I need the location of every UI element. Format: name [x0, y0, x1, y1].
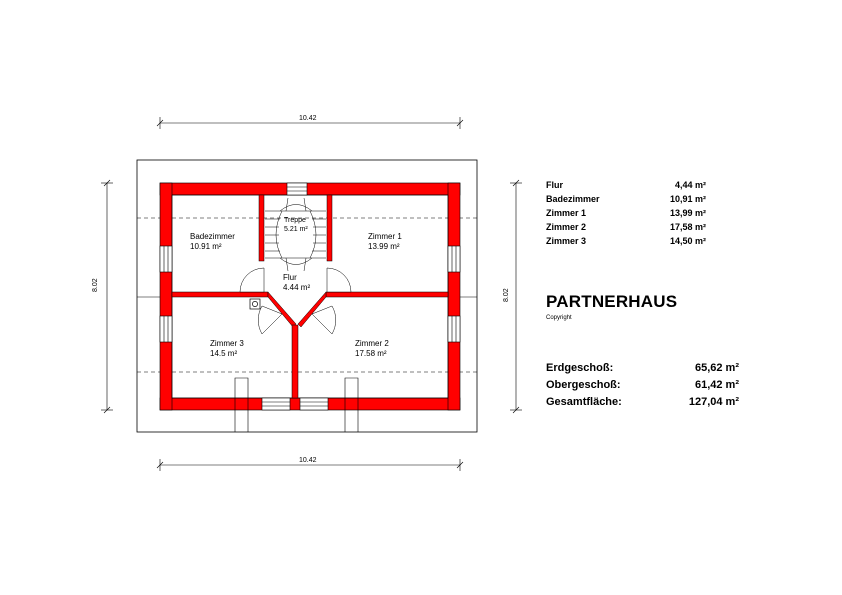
totals-table	[546, 360, 739, 411]
room-zimmer1-name: Zimmer 1	[368, 232, 402, 241]
area-row-value: 14,50 m²	[669, 236, 706, 246]
room-badezimmer-name: Badezimmer	[190, 232, 235, 241]
dimension-bottom: 10.42	[299, 457, 317, 464]
totals-row	[546, 377, 739, 394]
room-zimmer3-name: Zimmer 3	[210, 339, 244, 348]
room-treppe-area: 5.21 m²	[284, 226, 308, 233]
totals-row	[546, 360, 739, 377]
area-row	[546, 234, 706, 248]
dimension-left: 8.02	[92, 278, 99, 292]
staircase	[265, 198, 326, 271]
area-row-label: Flur	[546, 180, 563, 190]
room-badezimmer-area: 10.91 m²	[190, 242, 222, 251]
totals-row-label: Obergeschoß:	[546, 379, 621, 391]
totals-row-value: 127,04 m²	[688, 396, 739, 408]
area-row-label: Badezimmer	[546, 194, 600, 204]
room-zimmer1-area: 13.99 m²	[368, 242, 400, 251]
dimension-top: 10.42	[299, 115, 317, 122]
house-title: PARTNERHAUS	[546, 292, 678, 311]
room-zimmer3-area: 14.5 m²	[210, 349, 238, 358]
area-row	[546, 206, 706, 220]
totals-row-label: Gesamtfläche:	[546, 396, 622, 408]
area-row-label: Zimmer 1	[546, 208, 587, 218]
area-row-label: Zimmer 3	[546, 236, 587, 246]
area-row-value: 13,99 m²	[669, 208, 706, 218]
area-row	[546, 178, 706, 192]
room-area-table	[546, 178, 706, 248]
area-row-value: 17,58 m²	[669, 222, 706, 232]
totals-row	[546, 394, 739, 411]
area-row-value: 4,44 m²	[674, 180, 706, 190]
area-row	[546, 192, 706, 206]
area-row-label: Zimmer 2	[546, 222, 587, 232]
interior-walls	[172, 195, 448, 398]
area-row-value: 10,91 m²	[669, 194, 706, 204]
room-treppe-name: Treppe	[284, 217, 306, 224]
totals-row-value: 65,62 m²	[694, 362, 739, 374]
area-row	[546, 220, 706, 234]
room-flur-area: 4.44 m²	[283, 283, 311, 292]
dimension-right: 8.02	[503, 288, 510, 302]
room-zimmer2-name: Zimmer 2	[355, 339, 389, 348]
totals-row-label: Erdgeschoß:	[546, 362, 614, 374]
chimney	[250, 299, 260, 309]
copyright-note: Copyright	[546, 315, 572, 321]
room-flur-name: Flur	[283, 273, 297, 282]
room-zimmer2-area: 17.58 m²	[355, 349, 387, 358]
totals-row-value: 61,42 m²	[694, 379, 739, 391]
